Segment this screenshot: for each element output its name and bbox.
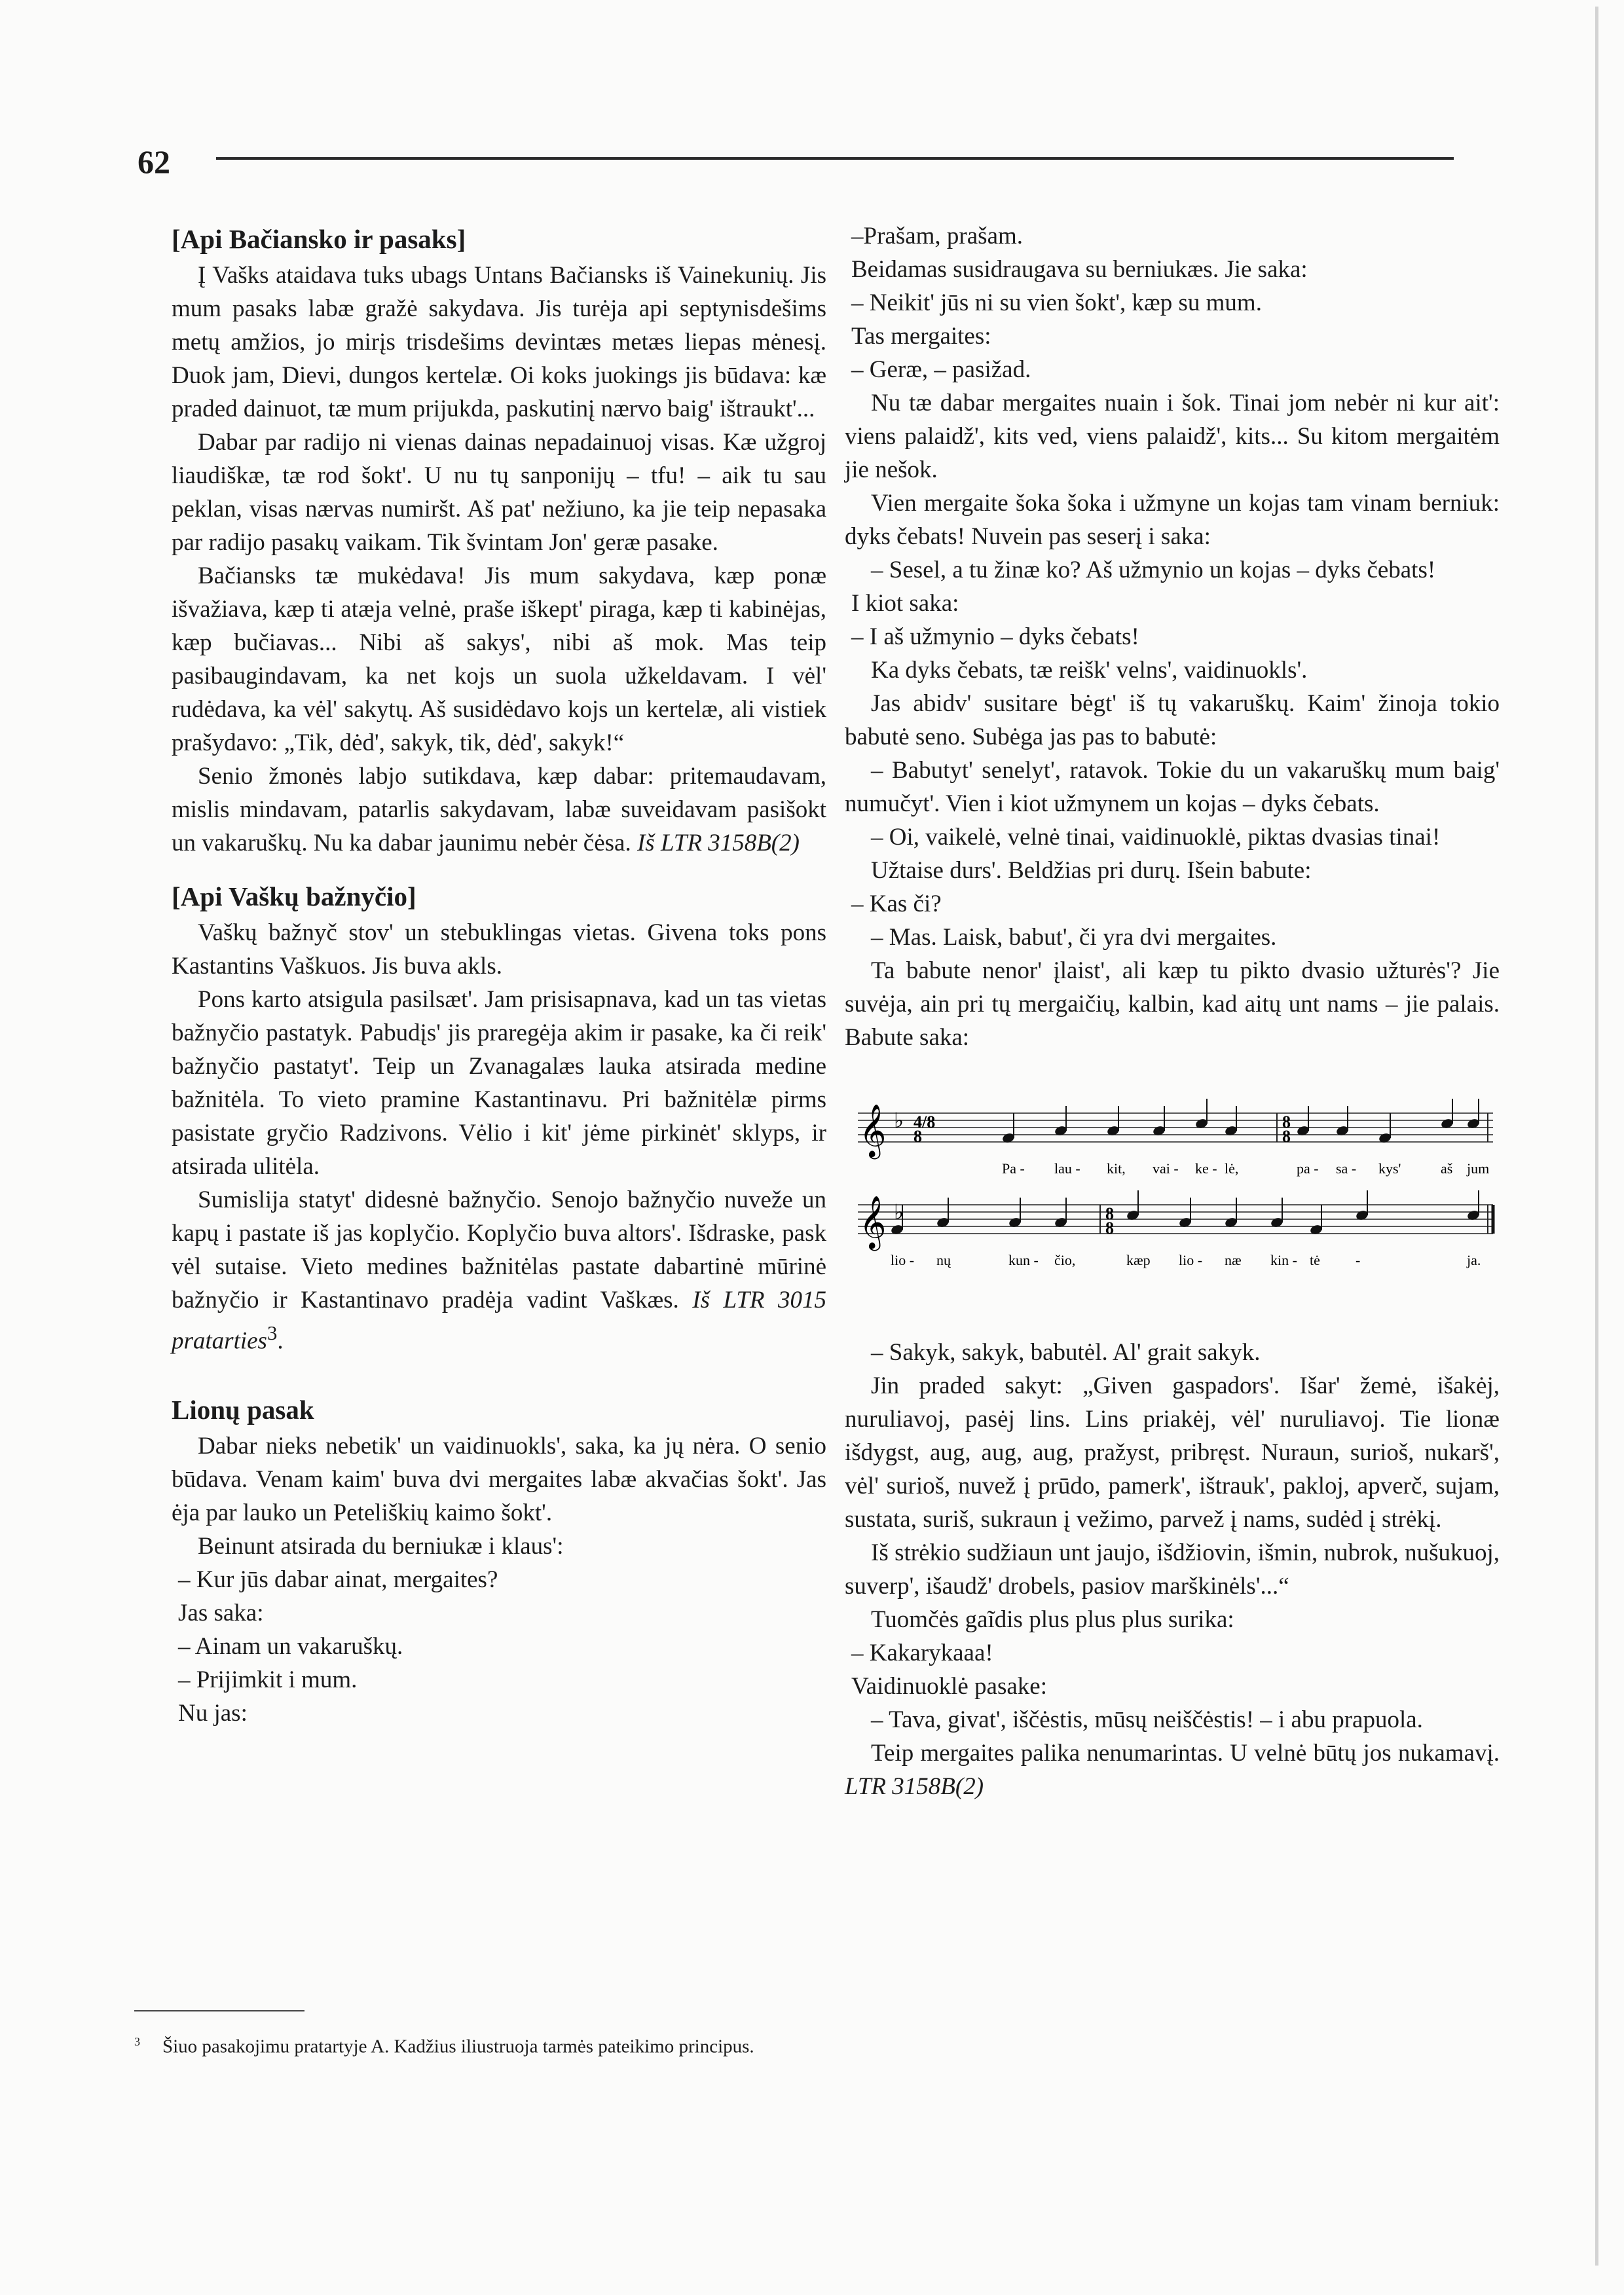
paragraph: – Sakyk, sakyk, babutėl. Al' grait sakyk. [871, 1339, 1261, 1366]
time-signature-denominator: 8 [913, 1127, 922, 1146]
lyric-syllable: čio, [1054, 1252, 1076, 1268]
paragraph-text: Teip mergaites palika nenumarintas. U velnė būtų jos nukamavį. [871, 1740, 1500, 1767]
paragraph: – Mas. Laisk, babut', či yra dvi mergaites. [871, 924, 1277, 951]
lyric-syllable: kun - [1008, 1252, 1039, 1268]
dialogue-line: – Prijimkit i mum. [178, 1666, 358, 1694]
header-rule [216, 157, 1454, 160]
right-paragraphs-top [845, 219, 1500, 1054]
paragraph: Nu tæ dabar mergaites nuain i šok. Tinai jom nebėr ni kur ait': viens palaidž', kits ved, viens palaidž', kits... Su kitom mergaitėm jie nešok. [845, 390, 1500, 483]
lyric-syllable: nų [936, 1252, 951, 1268]
time-signature-numerator: 4/8 [913, 1112, 936, 1131]
paragraph [172, 760, 826, 860]
lyric-syllable: tė [1310, 1252, 1320, 1268]
lyric-syllable: Pa - [1002, 1160, 1025, 1177]
lyric-syllable: lio - [1179, 1252, 1203, 1268]
paragraph: – Sesel, a tu žinæ ko? Aš užmynio un kojas – dyks čebats! [871, 557, 1436, 583]
lyric-syllable: sa - [1336, 1160, 1357, 1177]
paragraph: – Tava, givat', iščėstis, mūsų neiščėstis! – i abu prapuola. [871, 1706, 1423, 1733]
dialogue-line: –Prašam, prašam. [851, 223, 1024, 249]
paragraph: Vaškų bažnyč stov' un stebuklingas vietas. Givena toks pons Kastantins Vaškuos. Jis buva akls. [172, 919, 826, 980]
dialogue-line: I kiot saka: [851, 590, 959, 617]
music-staff-svg [845, 1093, 1500, 1290]
treble-clef-icon: 𝄞 [859, 1106, 887, 1156]
paragraph: Dabar nieks nebetik' un vaidinuokls', saka, ka jų nėra. O senio būdava. Venam kaim' buva dvi mergaites labæ akvačias šokt'. Jas ėja par lauko un Peteliškių kaimo šokt'. [172, 1433, 826, 1527]
source-citation: Iš LTR 3158B(2) [637, 830, 800, 856]
dialogue-line: Nu jas: [178, 1700, 248, 1727]
lyric-syllable: kin - [1270, 1252, 1297, 1268]
paragraph-with-source [845, 1736, 1500, 1803]
lyric-syllable: pa - [1297, 1160, 1319, 1177]
music-notation [845, 1093, 1500, 1290]
section-heading: [Api Vaškų bažnyčio] [172, 881, 416, 911]
footnote-mark: 3 [267, 1322, 278, 1344]
lyric-syllable: ja. [1467, 1252, 1481, 1268]
right-column [845, 219, 1500, 1803]
paragraph: Pons karto atsigula pasilsæt'. Jam prisisapnava, kad un tas vietas bažnyčio pastatyk. Pabudįs' jis praregėja akim ir pasake, ka či reik' bažnyčio pastatyt'. Teip un Zvanagalæs lauka atsirada medine bažnitėla. To vieto pramine Kastantinavu. Pri bažnitėlæ pirms pasistate gryčio Radzivons. Vėlio i kit' jėme pirkinėt' sklyps, ir atsirada ulitėla. [172, 986, 826, 1180]
flat-sign-icon: ♭ [894, 1109, 904, 1132]
lyric-syllable: lė, [1225, 1160, 1239, 1177]
flat-sign-icon: ♭ [894, 1200, 904, 1224]
lyric-syllable: kæp [1126, 1252, 1151, 1268]
paragraph-text: Senio žmonės labjo sutikdava, kæp dabar: pritemaudavam, mislis mindavam, patarlis sakydavam, labæ suveidavam pasišokt un vakaruškų. Nu ka dabar jaunimu nebėr čėsa. [172, 763, 826, 856]
paragraph-text: Sumislija statyt' didesnė bažnyčio. Senojo bažnyčio nuveže un kapų i pastate iš jas koplyčio. Koplyčio buva altors'. Išdraske, pask vėl sutaise. Vieto medines bažnitėlas pastate dabartinė mūrinė bažnyčio ir Kastantinavo pradėja vadint Vaškæs. [172, 1186, 826, 1313]
paragraph: Dabar par radijo ni vienas dainas nepadainuoj visas. Kæ užgroj liaudiškæ, tæ rod šokt'. U nu tų sanponijų – tfu! – aik tu sau peklan, visas nærvas numiršt. Aš pat' nežiuno, ka jie teip nepasaka par radijo pasakų vaikam. Tik švintam Jon' geræ pasake. [172, 429, 826, 556]
paragraph: Tuomčės gaĩdis plus plus plus surika: [871, 1606, 1234, 1633]
dialogue-line: – Kakarykaaa! [851, 1640, 993, 1666]
footnote [134, 2029, 789, 2060]
lyric-syllable: kys' [1378, 1160, 1401, 1177]
lyric-syllable: jum [1467, 1160, 1490, 1177]
lyric-syllable: - [1356, 1252, 1361, 1268]
lyric-syllable: aš [1441, 1160, 1453, 1177]
footnote-rule [134, 2010, 304, 2011]
dialogue-line: – Neikit' jūs ni su vien šokt', kæp su mum. [851, 289, 1262, 316]
paragraph: Beinunt atsirada du berniukæ i klaus': [198, 1533, 564, 1560]
dialogue-line: Vaidinuoklė pasake: [851, 1673, 1047, 1700]
paragraph: Į Vašks ataidava tuks ubags Untans Bačiansks iš Vainekunių. Jis mum pasaks labæ gražė sakydava. Jis turėja api septynisdešims metų amžios, jo mirįs trisdešims devintæs metæs liepas mėnesį. Duok jam, Dievi, dungos kertelæ. Oi koks juokings jis būdava: kæ praded dainuot, tæ mum prijukda, paskutinį nærvo baig' ištraukt'... [172, 262, 826, 422]
time-signature-denominator: 8 [1105, 1219, 1114, 1238]
dialogue-line: – I aš užmynio – dyks čebats! [851, 623, 1139, 650]
lyric-syllable: næ [1225, 1252, 1242, 1268]
paragraph: Ka dyks čebats, tæ reišk' velns', vaidinuokls'. [871, 657, 1308, 684]
right-paragraphs-bottom [845, 1336, 1500, 1736]
paragraph: Bačiansks tæ mukėdava! Jis mum sakydava, kæp ponæ išvažiava, kæp ti atæja velnė, praše iškept' piraga, kæp ti kabinėjas, kæp bučiavas... Nibi aš sakys', nibi aš mok. Mas teip pasibaugindavam, ka net kojs un suola užkeldavam. I vėl' rudėdava, ka vėl' sakytų. Aš susidėdavo kojs un kertelæ, ali vistiek prašydavo: „Tik, dėd', sakyk, tik, dėd', sakyk!“ [172, 562, 826, 756]
footnote-mark: 3 [134, 2035, 140, 2048]
dialogue-line: – Geræ, – pasižad. [851, 356, 1031, 383]
paragraph: Iš strėkio sudžiaun unt jaujo, išdžiovin, išmin, nubrok, nušukuoj, suverp', išaudž' drobels, pasiov marškinėls'...“ [845, 1539, 1500, 1600]
paragraph: – Babutyt' senelyt', ratavok. Tokie du un vakaruškų mum baig' numučyt'. Vien i kiot užmynem un kojas – dyks čebats. [845, 757, 1500, 817]
source-citation: Iš LTR 3015 pratarties [172, 1287, 826, 1355]
paragraph: – Oi, vaikelė, velnė tinai, vaidinuoklė, piktas dvasias tinai! [871, 824, 1441, 851]
dialogue-line: Beidamas susidraugava su berniukæs. Jie saka: [851, 256, 1308, 283]
source-citation: LTR 3158B(2) [845, 1773, 984, 1800]
time-signature-numerator: 8 [1105, 1204, 1114, 1223]
paragraph: Ta babute nenor' įlaist', ali kæp tu pikto dvasio užturės'? Jie suvėja, ain pri tų mergaičių, kalbin, kad aitų unt nams – jie palais. Babute saka: [845, 957, 1500, 1051]
time-signature-numerator: 8 [1282, 1112, 1291, 1131]
paragraph: Užtaise durs'. Beldžias pri durų. Išein babute: [871, 857, 1312, 884]
left-column [172, 219, 826, 1730]
lyric-syllable: vai - [1153, 1160, 1179, 1177]
section-heading: [Api Bačiansko ir pasaks] [172, 224, 466, 254]
footnote-text: Šiuo pasakojimu pratartyje A. Kadžius iliustruoja tarmės pateikimo principus. [162, 2036, 754, 2057]
section-heading: Lionų pasak [172, 1395, 314, 1425]
time-signature-denominator: 8 [1282, 1127, 1291, 1146]
lyric-syllable: lio - [891, 1252, 915, 1268]
dialogue-line: Jas saka: [178, 1600, 264, 1627]
lyric-syllable: lau - [1054, 1160, 1080, 1177]
lyric-syllable: ke - [1195, 1160, 1217, 1177]
treble-clef-icon: 𝄞 [859, 1198, 887, 1248]
lyric-syllable: kit, [1107, 1160, 1126, 1177]
page-number: 62 [138, 143, 170, 180]
scan-edge-line [1595, 7, 1598, 2266]
dialogue-line: – Ainam un vakaruškų. [178, 1633, 403, 1661]
paragraph: Sumislija statyt' didesnė bažnyčio. Senojo bažnyčio nuveže un kapų i pastate iš jas koplyčio. Koplyčio buva altors'. Išdraske, pask vėl sutaise. Vieto medines bažnitėlas pastate dabartinė mūrinė bažnyčio ir Kastantinavo pradėja vadint Vaškæs. Iš LTR 3015 pratarties$^3$. [172, 1186, 826, 1355]
dialogue-line: – Kas či? [851, 890, 942, 917]
dialogue-line: Tas mergaites: [851, 323, 991, 350]
paragraph: Jin praded sakyt: „Given gaspadors'. Išar' žemė, išakėj, nuruliavoj, pasėj lins. Lins priakėj, vėl' nuruliavoj. Tie lionæ išdygst, aug, aug, aug, pražyst, pribręst. Nuraun, surioš, nukarš', vėl' surioš, nuvež į prūdo, pamerk', ištrauk', pakloj, apverč, sujam, sustata, suriš, sukraun į vežimo, parvež į nams, sudėd į strėkį. [845, 1372, 1500, 1533]
paragraph: Vien mergaite šoka šoka i užmyne un kojas tam vinam berniuk: dyks čebats! Nuvein pas seserį i saka: [845, 490, 1500, 550]
paragraph: Jas abidv' susitare bėgt' iš tų vakaruškų. Kaim' žinoja tokio babutė seno. Subėga jas pas to babutė: [845, 690, 1500, 750]
dialogue-line: – Kur jūs dabar ainat, mergaites? [178, 1566, 498, 1594]
